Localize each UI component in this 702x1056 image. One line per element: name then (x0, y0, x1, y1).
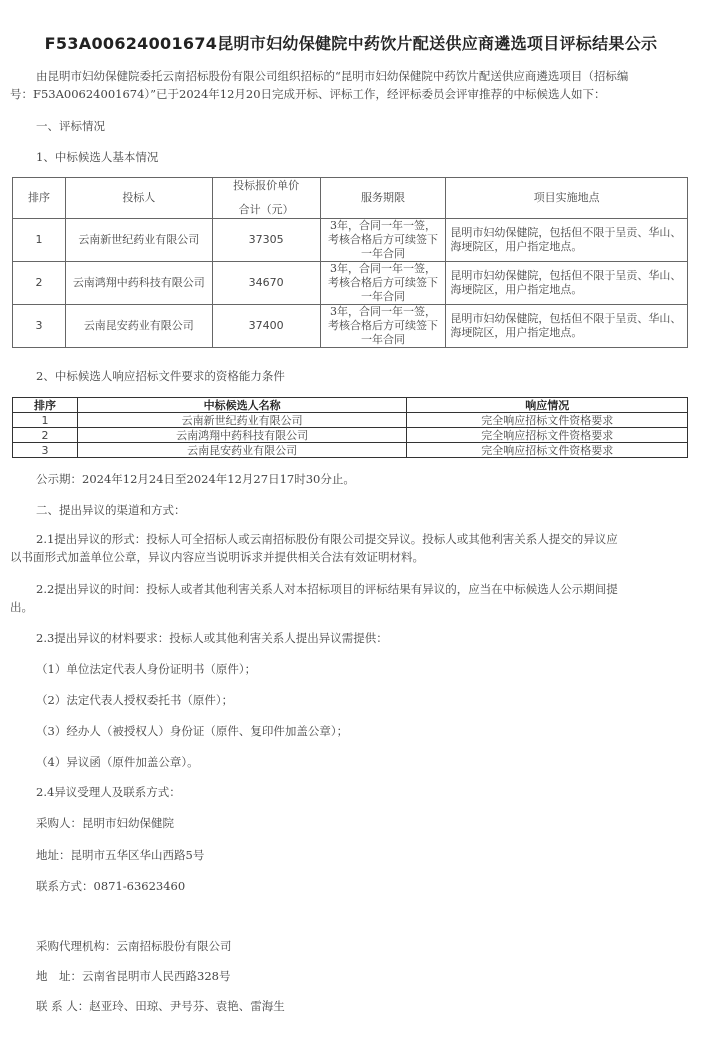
table-row (13, 305, 688, 348)
row-service: 3年，合同一年一签，考核合格后方可续签下一年合同 (320, 262, 446, 305)
header-location: 项目实施地点 (446, 178, 688, 219)
row-bidder: 云南新世纪药业有限公司 (65, 219, 212, 262)
row-location: 昆明市妇幼保健院，包括但不限于呈贡、华山、海埂院区，用户指定地点。 (446, 305, 688, 348)
qualification-table-header (13, 398, 688, 413)
row-rank: 3 (13, 443, 78, 458)
row-rank: 1 (13, 413, 78, 428)
header-bidder: 投标人 (65, 178, 212, 219)
paragraph-2-1-line2: 以书面形式加盖单位公章，异议内容应当说明诉求并提供相关合法有效证明材料。 (10, 550, 424, 564)
row-price: 37305 (212, 219, 320, 262)
header-price-line2: 合计（元） (238, 203, 294, 216)
row-response: 完全响应招标文件资格要求 (407, 428, 688, 443)
header-response: 响应情况 (407, 398, 688, 413)
row-name: 云南新世纪药业有限公司 (77, 413, 407, 428)
paragraph-2-3: 2.3提出异议的材料要求：投标人或其他利害关系人提出异议需提供： (36, 631, 388, 645)
row-bidder: 云南鸿翔中药科技有限公司 (65, 262, 212, 305)
paragraph-2-2-line1: 2.2提出异议的时间：投标人或者其他利害关系人对本招标项目的评标结果有异议的，应当在中标候选人公示期间提 (36, 582, 618, 596)
purchaser-address: 地址：昆明市五华区华山西路5号 (36, 848, 205, 862)
table-row (13, 413, 688, 428)
purchaser-contact: 联系方式：0871-63623460 (36, 879, 186, 893)
row-location: 昆明市妇幼保健院，包括但不限于呈贡、华山、海埂院区，用户指定地点。 (446, 262, 688, 305)
table-row (13, 262, 688, 305)
agency-contacts: 联 系 人：赵亚玲、田琼、尹号芬、袁艳、雷海生 (36, 999, 285, 1013)
row-price: 37400 (212, 305, 320, 348)
header-price-line1: 投标报价单价 (233, 179, 300, 192)
row-name: 云南昆安药业有限公司 (77, 443, 407, 458)
row-rank: 2 (13, 262, 66, 305)
subsection-heading-1-1: 1、中标候选人基本情况 (36, 150, 159, 164)
row-bidder: 云南昆安药业有限公司 (65, 305, 212, 348)
list-item: （2）法定代表人授权委托书（原件）； (36, 693, 234, 707)
paragraph-2-2-line2: 出。 (10, 600, 33, 614)
row-response: 完全响应招标文件资格要求 (407, 443, 688, 458)
paragraph-2-1 (10, 530, 666, 566)
header-rank: 排序 (13, 398, 78, 413)
candidate-table (12, 177, 688, 348)
table-row (13, 219, 688, 262)
qualification-table (12, 397, 688, 458)
table-row (13, 428, 688, 443)
table-row (13, 443, 688, 458)
intro-paragraph (10, 67, 666, 103)
paragraph-2-2 (10, 580, 666, 616)
row-service: 3年，合同一年一签，考核合格后方可续签下一年合同 (320, 305, 446, 348)
row-name: 云南鸿翔中药科技有限公司 (77, 428, 407, 443)
row-rank: 2 (13, 428, 78, 443)
list-item: （4）异议函（原件加盖公章）。 (36, 755, 199, 769)
row-response: 完全响应招标文件资格要求 (407, 413, 688, 428)
section-heading-1: 一、评标情况 (36, 119, 105, 133)
agency-name: 采购代理机构：云南招标股份有限公司 (36, 939, 232, 953)
header-service: 服务期限 (320, 178, 446, 219)
purchaser-name: 采购人：昆明市妇幼保健院 (36, 816, 174, 830)
page-title: F53A00624001674昆明市妇幼保健院中药饮片配送供应商遴选项目评标结果公示 (44, 34, 658, 53)
row-price: 34670 (212, 262, 320, 305)
list-item: （3）经办人（被授权人）身份证（原件、复印件加盖公章）； (36, 724, 349, 738)
header-name: 中标候选人名称 (77, 398, 407, 413)
candidate-table-header (13, 178, 688, 219)
intro-line-2: 号：F53A00624001674）”已于2024年12月20日完成开标、评标工作，经评标委员会评审推荐的中标候选人如下： (10, 87, 606, 101)
header-price (212, 178, 320, 219)
row-rank: 3 (13, 305, 66, 348)
row-rank: 1 (13, 219, 66, 262)
list-item: （1）单位法定代表人身份证明书（原件）； (36, 662, 257, 676)
subsection-heading-1-2: 2、中标候选人响应招标文件要求的资格能力条件 (36, 369, 285, 383)
intro-line-1: 由昆明市妇幼保健院委托云南招标股份有限公司组织招标的“昆明市妇幼保健院中药饮片配送供应商遴选项目（招标编 (36, 69, 629, 83)
section-heading-2: 二、提出异议的渠道和方式： (36, 503, 186, 517)
paragraph-2-1-line1: 2.1提出异议的形式：投标人可全招标人或云南招标股份有限公司提交异议。投标人或其他利害关系人提交的异议应 (36, 532, 618, 546)
publicity-period: 公示期：2024年12月24日至2024年12月27日17时30分止。 (36, 472, 355, 486)
paragraph-2-4: 2.4异议受理人及联系方式： (36, 785, 181, 799)
agency-address: 地 址：云南省昆明市人民西路328号 (36, 969, 231, 983)
row-service: 3年，合同一年一签，考核合格后方可续签下一年合同 (320, 219, 446, 262)
header-rank: 排序 (13, 178, 66, 219)
row-location: 昆明市妇幼保健院，包括但不限于呈贡、华山、海埂院区，用户指定地点。 (446, 219, 688, 262)
